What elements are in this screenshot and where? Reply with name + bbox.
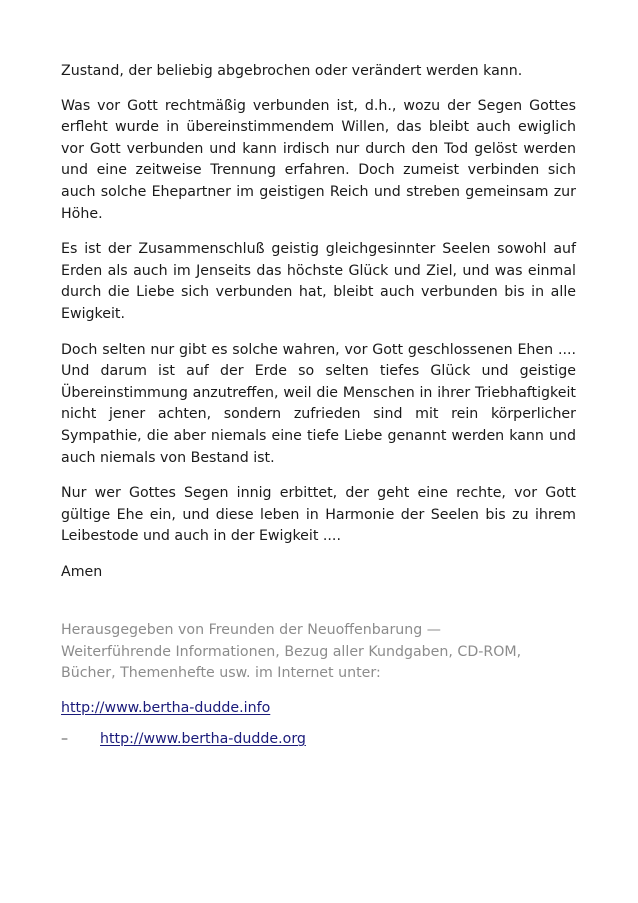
document-page (61, 61, 576, 751)
bertha-dudde-info-link[interactable]: http://www.bertha-dudde.info (61, 699, 271, 716)
footer-line-3: Bücher, Themenhefte usw. im Internet unter: (61, 665, 381, 682)
link-row-org (61, 729, 576, 751)
list-dash: – (61, 731, 69, 748)
footer-line-2: Weiterführende Informationen, Bezug aller Kundgaben, CD-ROM, (61, 643, 522, 660)
paragraph-1: Zustand, der beliebig abgebrochen oder verändert werden kann. (61, 63, 523, 79)
closing-amen: Amen (61, 563, 103, 580)
publisher-footer (61, 620, 576, 684)
footer-line-1: Herausgegeben von Freunden der Neuoffenbarung — (61, 622, 441, 639)
paragraph-4: Doch selten nur gibt es solche wahren, vor Gott geschlossenen Ehen .... Und darum ist auf der Erde so selten tiefes Glück und geistige Übereinstimmung anzutreffen, weil die Menschen in ihrer Triebhaftigkeit nicht jener achten, sondern zufrieden sind mit rein körperlicher Sympathie, die aber niemals eine tiefe Liebe genannt werden kann und auch niemals von Bestand ist. (61, 341, 576, 466)
paragraph-5: Nur wer Gottes Segen innig erbittet, der geht eine rechte, vor Gott gültige Ehe ein, und diese leben in Harmonie der Seelen bis zu ihrem Leibestode und auch in der Ewigkeit .... (61, 485, 576, 545)
bertha-dudde-org-link[interactable]: http://www.bertha-dudde.org (100, 731, 306, 748)
paragraph-2: Was vor Gott rechtmäßig verbunden ist, d.h., wozu der Segen Gottes erfleht wurde in übereinstimmendem Willen, das bleibt auch ewiglich vor Gott verbunden und kann irdisch nur durch den Tod gelöst werden und eine zeitweise Trennung erfahren. Doch zumeist verbinden sich auch solche Ehepartner im geistigen Reich und streben gemeinsam zur Höhe. (61, 97, 576, 222)
paragraph-3: Es ist der Zusammenschluß geistig gleichgesinnter Seelen sowohl auf Erden als auch im Jenseits das höchste Glück und Ziel, und was einmal durch die Liebe sich verbunden hat, bleibt auch verbunden bis in alle Ewigkeit. (61, 241, 576, 322)
link-row-info (61, 698, 576, 720)
